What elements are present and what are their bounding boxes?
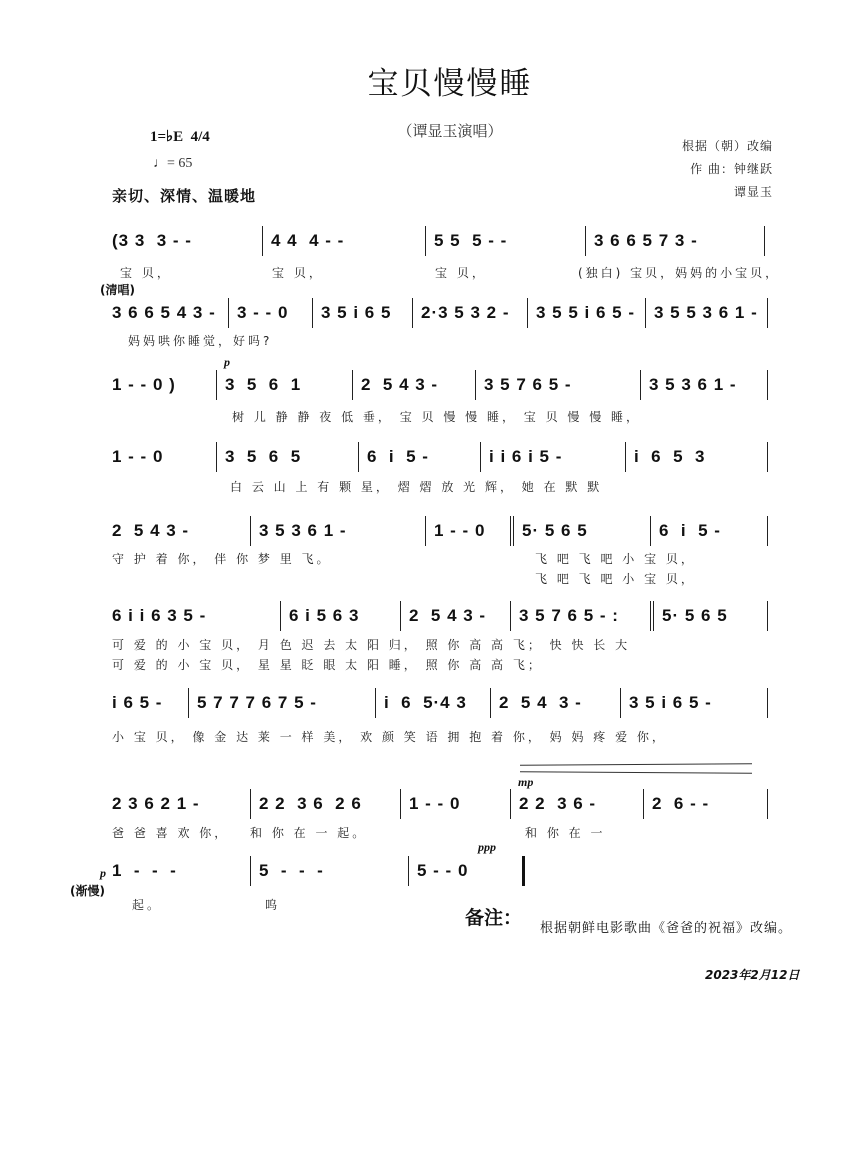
key: 1=♭E bbox=[150, 129, 184, 145]
lyric-line: 宝 贝， bbox=[120, 266, 172, 280]
staff-row bbox=[112, 442, 768, 472]
measure: 3 5 7 6 5 - bbox=[475, 370, 640, 400]
measure: 2 5 4 3 - bbox=[490, 688, 620, 718]
performer: （谭显玉演唱） bbox=[397, 122, 503, 140]
hairpin-line bbox=[520, 763, 752, 766]
measure: 3 5 5 3 6 1 - bbox=[645, 298, 768, 328]
dynamic-mark: ppp bbox=[478, 840, 496, 854]
measure: 2 5 4 3 - bbox=[400, 601, 510, 631]
tempo: ♩= 65 bbox=[153, 156, 193, 171]
credit-arranger: 谭显玉 bbox=[733, 185, 773, 199]
measure: 5 - - 0 bbox=[408, 856, 512, 886]
expression-mark: 亲切、深情、温暖地 bbox=[112, 187, 257, 205]
measure: 2 5 4 3 - bbox=[112, 521, 190, 540]
staff-row bbox=[112, 856, 525, 886]
measure: 1 - - 0 bbox=[425, 516, 510, 546]
measure: 5 5 5 - - bbox=[425, 226, 585, 256]
measure: 6 i 5 - bbox=[358, 442, 480, 472]
note-label: 备注： bbox=[465, 907, 523, 929]
date: 2023年2月12日 bbox=[705, 968, 800, 982]
measure: 3 5 6 1 bbox=[216, 370, 352, 400]
credit-arrangement: 根据（朝）改编 bbox=[681, 139, 773, 153]
staff-row bbox=[112, 298, 768, 328]
measure: 3 5 5 i 6 5 - bbox=[527, 298, 645, 328]
measure: 2 6 - - bbox=[643, 789, 768, 819]
time-signature: 4/4 bbox=[190, 129, 210, 145]
lyric-line: 可 爱 的 小 宝 贝， 星 星 眨 眼 太 阳 睡， 照 你 高 高 飞； bbox=[112, 658, 543, 672]
lyric-line: (独白) 宝贝，妈妈的小宝贝， bbox=[578, 266, 781, 280]
measure: 3 5 3 6 1 - bbox=[250, 516, 425, 546]
lyric-line: 呜 bbox=[265, 898, 281, 912]
measure: 5 7 7 7 6 7 5 - bbox=[188, 688, 375, 718]
staff-row bbox=[112, 688, 768, 718]
measure: 2 2 3 6 - bbox=[510, 789, 643, 819]
measure: 5· 5 6 5 bbox=[650, 601, 768, 631]
measure: 2 3 6 2 1 - bbox=[112, 794, 200, 813]
measure: 2 2 3 6 2 6 bbox=[250, 789, 400, 819]
measure: 1 - - 0 ) bbox=[112, 375, 176, 394]
key-signature bbox=[150, 127, 210, 146]
performance-marker: (渐慢) bbox=[70, 884, 105, 898]
lyric-line: 爸 爸 喜 欢 你， bbox=[112, 826, 230, 840]
lyric-line: 妈妈哄你睡觉，好吗? bbox=[128, 334, 273, 348]
lyric-line: 可 爱 的 小 宝 贝， 月 色 迟 去 太 阳 归， 照 你 高 高 飞； 快 快 长 大 bbox=[112, 638, 631, 652]
lyric-line: 飞 吧 飞 吧 小 宝 贝， bbox=[535, 552, 696, 566]
staff-row bbox=[112, 370, 768, 400]
measure: (3 3 3 - - bbox=[112, 231, 192, 250]
measure: 1 - - - bbox=[112, 861, 177, 880]
measure: i i 6 i 5 - bbox=[480, 442, 625, 472]
measure: 3 6 6 5 7 3 - bbox=[585, 226, 765, 256]
measure: 1 - - 0 bbox=[112, 447, 164, 466]
measure: i 6 5 3 bbox=[625, 442, 768, 472]
measure: 4 4 4 - - bbox=[262, 226, 425, 256]
dynamic-mark: p bbox=[100, 866, 106, 880]
lyric-line: 小 宝 贝， 像 金 达 莱 一 样 美， 欢 颜 笑 语 拥 抱 着 你， 妈 妈 疼 爱 你， bbox=[112, 730, 667, 744]
performance-marker: (清唱) bbox=[100, 283, 135, 297]
measure: i 6 5·4 3 bbox=[375, 688, 490, 718]
hairpin-line bbox=[520, 771, 752, 774]
lyric-line: 宝 贝， bbox=[272, 266, 324, 280]
dynamic-mark: mp bbox=[518, 775, 534, 789]
measure: 2 5 4 3 - bbox=[352, 370, 475, 400]
staff-row bbox=[112, 789, 768, 819]
song-title: 宝贝慢慢睡 bbox=[367, 66, 533, 102]
note-text: 根据朝鲜电影歌曲《爸爸的祝福》改编。 bbox=[540, 921, 793, 936]
lyric-line: 宝 贝， bbox=[435, 266, 487, 280]
measure: 5 - - - bbox=[250, 856, 408, 886]
measure: 3 5 3 6 1 - bbox=[640, 370, 768, 400]
measure: 3 5 i 6 5 - bbox=[620, 688, 768, 718]
measure: 1 - - 0 bbox=[400, 789, 510, 819]
measure: i 6 5 - bbox=[112, 693, 163, 712]
lyric-line: 起。 bbox=[132, 898, 163, 912]
staff-row bbox=[112, 601, 768, 631]
staff-row bbox=[112, 516, 768, 546]
measure: 2·3 5 3 2 - bbox=[412, 298, 527, 328]
measure: 5· 5 6 5 bbox=[510, 516, 650, 546]
lyric-line: 守 护 着 你， 伴 你 梦 里 飞。 bbox=[112, 552, 332, 566]
measure: 3 6 6 5 4 3 - bbox=[112, 303, 216, 322]
staff-row bbox=[112, 226, 765, 256]
lyric-line: 白 云 山 上 有 颗 星， 熠 熠 放 光 辉， 她 在 默 默 bbox=[230, 480, 603, 494]
measure: 3 5 7 6 5 - : bbox=[510, 601, 650, 631]
credit-composer: 作 曲：钟继跃 bbox=[690, 162, 773, 176]
lyric-line: 飞 吧 飞 吧 小 宝 贝， bbox=[535, 572, 696, 586]
measure: 6 i 5 - bbox=[650, 516, 768, 546]
measure: 3 5 6 5 bbox=[216, 442, 358, 472]
measure: 6 i 5 6 3 bbox=[280, 601, 400, 631]
dynamic-mark: p bbox=[224, 355, 230, 369]
final-barline bbox=[522, 856, 525, 886]
lyric-line: 和 你 在 一 bbox=[525, 826, 606, 840]
lyric-line: 树 儿 静 静 夜 低 垂， 宝 贝 慢 慢 睡， 宝 贝 慢 慢 睡， bbox=[232, 410, 642, 424]
measure: 6 i i 6 3 5 - bbox=[112, 606, 207, 625]
measure: 3 5 i 6 5 bbox=[312, 298, 412, 328]
measure: 3 - - 0 bbox=[228, 298, 312, 328]
lyric-line: 和 你 在 一 起。 bbox=[250, 826, 368, 840]
